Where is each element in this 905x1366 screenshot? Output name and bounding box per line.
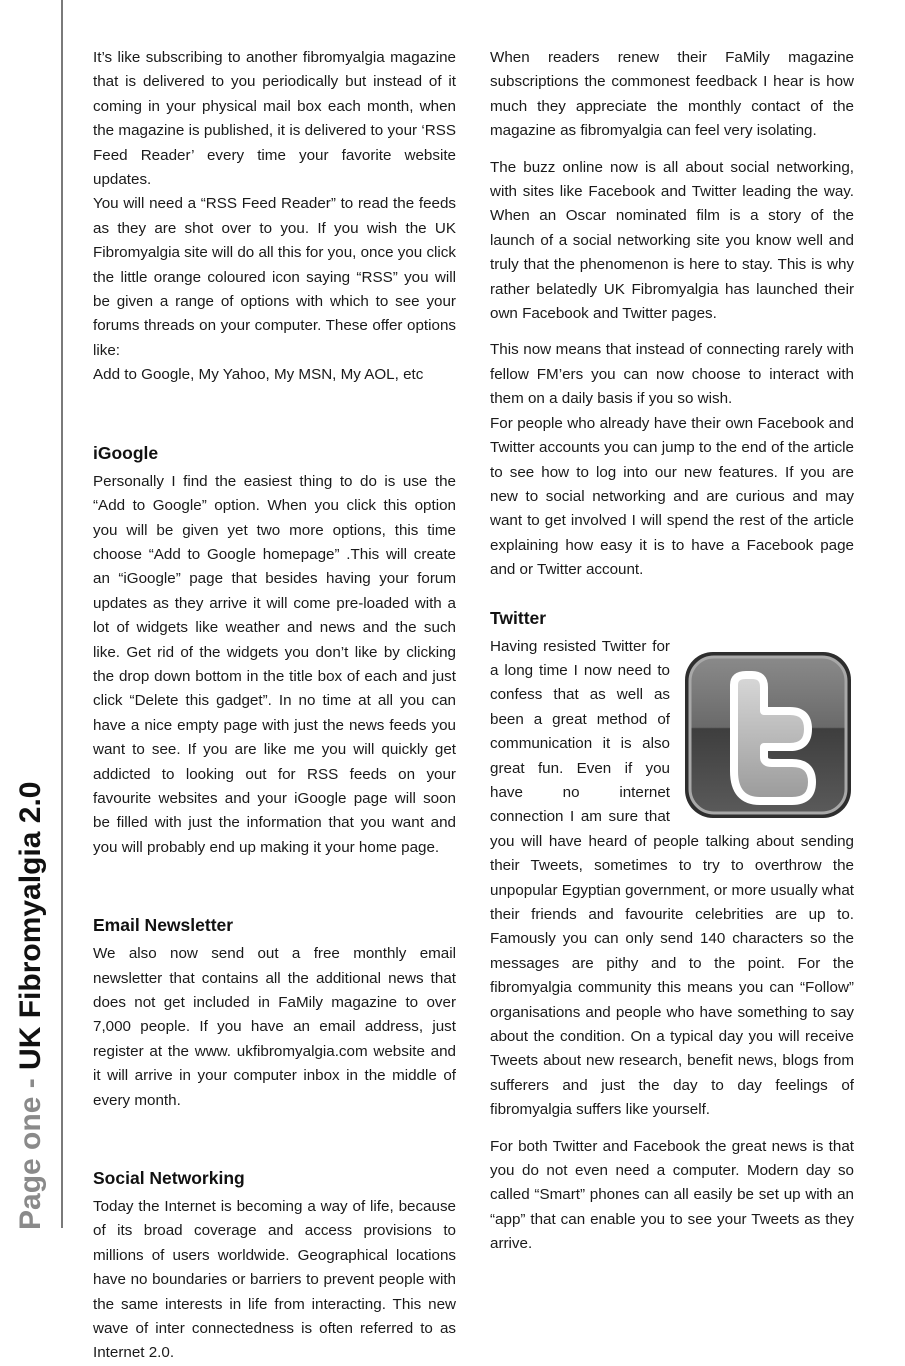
section-email-newsletter [93, 912, 456, 1113]
twitter-closing: For both Twitter and Facebook the great news is that you do not even need a computer. Modern day so called “Smart” phones can all easily be set up with an “app” that can enable you to see your Tweets as they arrive. [490, 1137, 854, 1253]
igoogle-body: Personally I find the easiest thing to do is use the “Add to Google” option. When you click this option you will be given yet two more options, this time choose “Add to Google homepage” .This will create an “iGoogle” page that besides having your forum updates as they arrive it will come pre-loaded with a lot of widgets like weather and news and the such like. Get rid of the widgets you don’t like by clicking the drop down bottom in the title box of each and just click “Delete this gadget”. In no time at all you can have a nice empty page with just the news feeds you want to see. If you are like me you will quickly get addicted to looking out for RSS feeds on your favourite websites and your iGoogle page will soon be filled with just the information that you want and you will probably end up making it your home page. [93, 472, 456, 856]
side-page-title [14, 782, 48, 1230]
side-title-main: UK Fibromyalgia 2.0 [14, 781, 47, 1070]
section-social-networking [93, 1165, 456, 1366]
twitter-body: Having resisted Twitter for a long time I now need to confess that as well as been a great method of communication it is also great fun. Even if you have no internet connection I am sure that you will have heard of people talking about sending their Tweets, sometimes to try to overthrow the unpopular Egyptian government, or more usually what their friends and favourite celebrities are up to. Famously you can only send 140 characters so the messages are pithy and to the point. For the fibromyalgia community this means you can “Follow” organisations and people who have something to say about the condition. On a typical day you will receive Tweets about new research, benefit news, blogs from sufferers and just the day to day feelings of fibromyalgia suffers like yourself. [490, 637, 854, 1119]
side-divider-rule [61, 0, 63, 1228]
right-column [490, 46, 854, 1257]
igoogle-heading: iGoogle [93, 442, 159, 463]
email-newsletter-heading: Email Newsletter [93, 915, 234, 936]
twitter-heading: Twitter [490, 607, 547, 628]
section-twitter [490, 605, 854, 1257]
intro-paragraph-1: It’s like subscribing to another fibromyalgia magazine that is delivered to you periodically but instead of it coming in your physical mail box each month, when the magazine is published, it is delivered to your ‘RSS Feed Reader’ every time your favorite website updates. [93, 49, 456, 189]
email-newsletter-body: We also now send out a free monthly email newsletter that contains all the additional news that does not get included in FaMily magazine to over 7,000 people. If you have an email address, just register at the www. ukfibromyalgia.com website and it will arrive in your computer inbox in the middle of every month. [93, 945, 456, 1109]
left-column [93, 46, 456, 1366]
intro-paragraph-2: You will need a “RSS Feed Reader” to read the feeds as they are shot over to you. If you wish the UK Fibromyalgia site will do all this for you, once you click the little orange coloured icon saying “RSS” you will be given a range of options with which to see your forums threads on your computer. These offer options like: [93, 195, 456, 359]
intro-paragraph-3: Add to Google, My Yahoo, My MSN, My AOL, etc [93, 366, 424, 384]
section-igoogle [93, 440, 456, 861]
right-paragraph-3: This now means that instead of connecting rarely with fellow FM’ers you can now choose to interact with them on a daily basis if you so wish. [490, 341, 854, 408]
social-networking-heading: Social Networking [93, 1168, 245, 1189]
right-paragraph-2: The buzz online now is all about social networking, with sites like Facebook and Twitter leading the way. When an Oscar nominated film is a story of the launch of a social networking site you know well and truly that the phenomenon is here to stay. This is why rather belatedly UK Fibromyalgia has launched their own Facebook and Twitter pages. [490, 158, 854, 323]
right-paragraph-1: When readers renew their FaMily magazine subscriptions the commonest feedback I hear is how much they appreciate the monthly contact of the magazine as fibromyalgia can feel very isolating. [490, 49, 854, 140]
social-networking-body: Today the Internet is becoming a way of life, because of its broad coverage and access provisions to millions of users worldwide. Geographical locations have no boundaries or barriers to prevent people with the same interests in life from interacting. This new wave of inter connectedness is often referred to as Internet 2.0. [93, 1198, 456, 1362]
twitter-logo-icon [682, 647, 854, 823]
side-title-prefix: Page one - [14, 1069, 47, 1230]
right-paragraph-4: For people who already have their own Facebook and Twitter accounts you can jump to the end of the article to see how to log into our new features. If you are new to social networking and are curious and may want to get involved I will spend the rest of the article explaining how easy it is to have a Facebook page and or Twitter account. [490, 414, 854, 579]
